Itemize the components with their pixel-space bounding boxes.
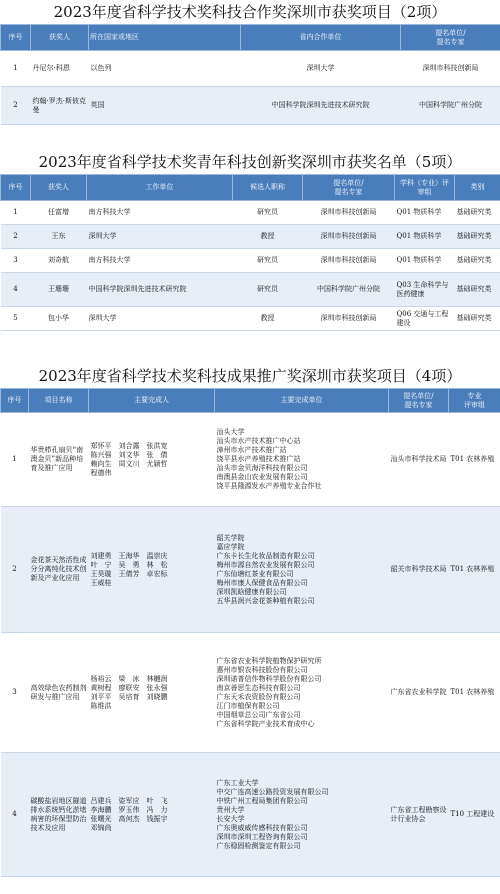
col-header: 工作单位 xyxy=(87,175,233,201)
cell-nominator: 深圳市科技创新局 xyxy=(303,225,395,249)
cell-country: 英国 xyxy=(89,87,241,125)
table-header-row xyxy=(1,25,500,51)
cell-index: 1 xyxy=(1,201,31,225)
cell-nominator: 深圳市科技创新局 xyxy=(303,201,395,225)
table-header-row xyxy=(1,175,500,201)
cell-nominator: 中国科学院广州分院 xyxy=(303,273,395,307)
col-header: 序号 xyxy=(1,175,31,201)
table-row xyxy=(1,201,500,225)
cell-discipline: Q03 生命科学与医药健康 xyxy=(395,273,455,307)
section-3-table xyxy=(0,388,500,877)
cell-name: 王珊珊 xyxy=(31,273,87,307)
cell-people: 郑怀平 刘合露 张洪宽 陈兴强 刘文华 张 倩 赖向生 周文川 尤颖哲 程德伟 xyxy=(89,413,215,507)
table-row xyxy=(1,753,500,877)
cell-name: 刘奇航 xyxy=(31,249,87,273)
table-header-row xyxy=(1,389,500,413)
cell-index: 2 xyxy=(1,87,31,125)
cell-panel: T01 农林养殖 xyxy=(449,413,500,507)
cell-units: 广东工业大学 中交广连高速公路投资发展有限公司 中铁广州工程局集团有限公司 贵州大学 长安大学 广东奥威威传感科技有限公司 深圳市深圳工程咨询有限公司 广东稳固检测鉴定有限公司 xyxy=(215,753,389,877)
table-row xyxy=(1,249,500,273)
cell-partner: 深圳大学 xyxy=(241,51,401,87)
section-2-title: 2023年度省科学技术奖青年科技创新奖深圳市获奖名单（5项） xyxy=(38,153,462,171)
cell-index: 3 xyxy=(1,249,31,273)
cell-index: 5 xyxy=(1,307,31,331)
col-header: 主要完成单位 xyxy=(215,389,389,413)
cell-name: 约翰·罗杰·斯彼克曼 xyxy=(31,87,89,125)
cell-project: 金花茶天然活性成分分离纯化技术创新及产业化应用 xyxy=(29,507,89,633)
section-3-title: 2023年度省科学技术奖科技成果推广奖深圳市获奖项目（4项） xyxy=(38,367,462,385)
cell-discipline: Q01 物质科学 xyxy=(395,225,455,249)
cell-employer: 深圳大学 xyxy=(87,225,233,249)
col-header: 序号 xyxy=(1,389,29,413)
col-header: 省内合作单位 xyxy=(241,25,401,51)
cell-units: 广东省农业科学院植物保护研究所 惠州市银农科技股份有限公司 深圳诺普信作物科学股份有限公司 南京善思生态科技有限公司 广东天禾农资股份有限公司 江门市植保有限公司 中国烟草总公司广东省公司 广东省科学院产业技术育成中心 xyxy=(215,633,389,753)
table-row xyxy=(1,225,500,249)
cell-employer: 深圳大学 xyxy=(87,307,233,331)
cell-nominator: 深圳市科技创新局 xyxy=(401,51,500,87)
cell-people: 杨裕云 梁 冰 林樾润 黄树程 廖联安 张永强 刘平平 吴培育 刘晓鹏 陈维洪 xyxy=(89,633,215,753)
cell-index: 2 xyxy=(1,507,29,633)
table-row xyxy=(1,273,500,307)
cell-units: 汕头大学 汕头市水产技术推广中心站 漳州市水产技术推广站 饶平县水产养殖技术推广站 汕头市金贝海洋科技有限公司 南澳县金山农业发展有限公司 饶平县隆源发水产养殖专业合作社 xyxy=(215,413,389,507)
cell-name: 王东 xyxy=(31,225,87,249)
cell-nominator: 汕头市科学技术局 xyxy=(389,413,449,507)
cell-index: 1 xyxy=(1,51,31,87)
cell-country: 以色列 xyxy=(89,51,241,87)
col-header: 主要完成人 xyxy=(89,389,215,413)
section-2-table xyxy=(0,174,500,331)
cell-panel: T01 农林养殖 xyxy=(449,507,500,633)
cell-index: 4 xyxy=(1,753,29,877)
section-2 xyxy=(0,150,500,331)
cell-panel: T10 工程建设 xyxy=(449,753,500,877)
cell-discipline: Q06 交通与工程建设 xyxy=(395,307,455,331)
cell-index: 4 xyxy=(1,273,31,307)
table-row xyxy=(1,307,500,331)
section-1-title: 2023年度省科学技术奖科技合作奖深圳市获奖项目（2项） xyxy=(53,3,447,21)
cell-discipline: Q01 物质科学 xyxy=(395,249,455,273)
section-3 xyxy=(0,364,500,877)
cell-panel: T01 农林养殖 xyxy=(449,633,500,753)
col-header: 候选人职称 xyxy=(233,175,303,201)
cell-index: 3 xyxy=(1,633,29,753)
cell-discipline: Q01 物质科学 xyxy=(395,201,455,225)
cell-category: 基础研究类 xyxy=(455,225,500,249)
cell-category: 基础研究类 xyxy=(455,307,500,331)
cell-index: 2 xyxy=(1,225,31,249)
cell-employer: 南方科技大学 xyxy=(87,201,233,225)
cell-employer: 中国科学院深圳先进技术研究院 xyxy=(87,273,233,307)
col-header: 学科（专业）评 审组 xyxy=(395,175,455,201)
table-row xyxy=(1,87,500,125)
cell-project: 高效绿色农药制剂研发与推广应用 xyxy=(29,633,89,753)
cell-partner: 中国科学院深圳先进技术研究院 xyxy=(241,87,401,125)
cell-units: 韶关学院 嘉应学院 广东卡长生化妆品制造有限公司 梅州市源自然农业发展有限公司 广东仙塘红茶业有限公司 梅州市康人保健食品有限公司 深圳凯晗健康有限公司 五华县润兴金花茶种植有限公司 xyxy=(215,507,389,633)
col-header: 专业 评审组 xyxy=(449,389,500,413)
col-header: 提名单位/ 提名专家 xyxy=(389,389,449,413)
cell-category: 基础研究类 xyxy=(455,273,500,307)
table-row xyxy=(1,633,500,753)
col-header: 项目名称 xyxy=(29,389,89,413)
col-header: 获奖人 xyxy=(31,175,87,201)
col-header: 获奖人 xyxy=(31,25,89,51)
col-header: 类别 xyxy=(455,175,500,201)
cell-people: 刘建勇 王海华 温崇庆 叶 宁 吴 勇 林 松 王昊璇 王倩芳 卓宏标 王威桂 xyxy=(89,507,215,633)
table-row xyxy=(1,51,500,87)
cell-name: 包小华 xyxy=(31,307,87,331)
cell-employer: 南方科技大学 xyxy=(87,249,233,273)
cell-category: 基础研究类 xyxy=(455,201,500,225)
cell-project: 华贵栉孔扇贝“南澳金贝”新品种培育及推广应用 xyxy=(29,413,89,507)
cell-nominator: 中国科学院广州分院 xyxy=(401,87,500,125)
section-1-table xyxy=(0,24,500,125)
cell-title: 教授 xyxy=(233,307,303,331)
cell-nominator: 深圳市科技创新局 xyxy=(303,249,395,273)
col-header: 提名单位/ 提名专家 xyxy=(401,25,500,51)
cell-nominator: 深圳市科技创新局 xyxy=(303,307,395,331)
col-header: 提名单位/ 提名专家 xyxy=(303,175,395,201)
section-1 xyxy=(0,0,500,125)
cell-name: 任富增 xyxy=(31,201,87,225)
cell-index: 1 xyxy=(1,413,29,507)
table-row xyxy=(1,507,500,633)
cell-people: 吕建兵 姿军应 叶 飞 李海鹏 罗玉伟 冯 力 张曙光 高何杰 钱振宇 邓锦尚 xyxy=(89,753,215,877)
cell-project: 碳酸盐岩地区隧道排水系统钙化淤堵病害的环保型防治技术及应用 xyxy=(29,753,89,877)
cell-title: 研究员 xyxy=(233,249,303,273)
cell-name: 丹尼尔·科恩 xyxy=(31,51,89,87)
col-header: 序号 xyxy=(1,25,31,51)
cell-nominator: 广东省农业科学院 xyxy=(389,633,449,753)
cell-nominator: 广东省工程勘察设计行业协会 xyxy=(389,753,449,877)
col-header: 所在国家或地区 xyxy=(89,25,241,51)
cell-title: 研究员 xyxy=(233,201,303,225)
cell-nominator: 韶关市科学技术局 xyxy=(389,507,449,633)
cell-title: 教授 xyxy=(233,225,303,249)
cell-title: 研究员 xyxy=(233,273,303,307)
table-row xyxy=(1,413,500,507)
cell-category: 基础研究类 xyxy=(455,249,500,273)
